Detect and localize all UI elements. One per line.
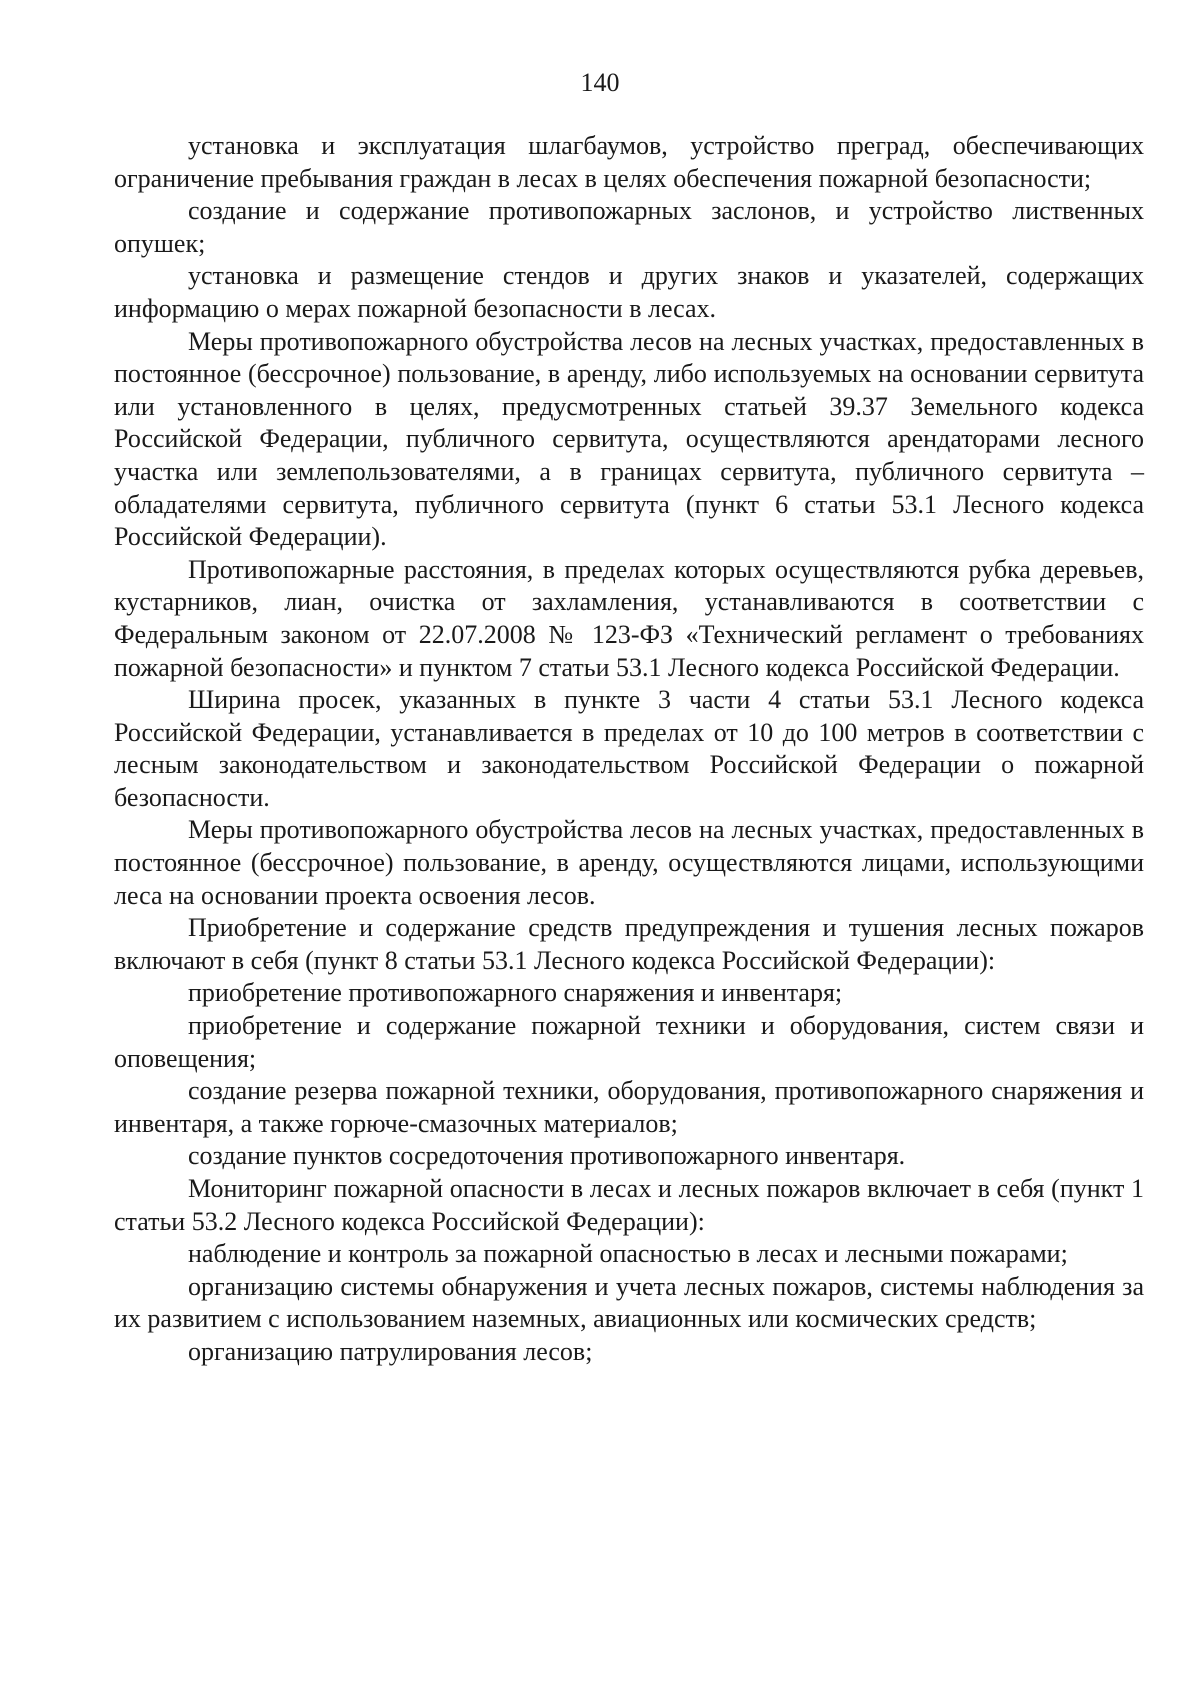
paragraph: Меры противопожарного обустройства лесов на лесных участках, предоставленных в постоянное (бессрочное) пользование, в аренду, осуществляются лицами, использующими леса на основании проекта освоения лесов. — [114, 815, 1144, 910]
paragraph: создание пунктов сосредоточения противопожарного инвентаря. — [188, 1141, 906, 1171]
body-text — [114, 130, 1144, 1369]
paragraph: организацию системы обнаружения и учета лесных пожаров, системы наблюдения за их развитием с использованием наземных, авиационных или космических средств; — [114, 1271, 1144, 1334]
paragraph: организацию патрулирования лесов; — [188, 1336, 593, 1366]
paragraph: создание резерва пожарной техники, оборудования, противопожарного снаряжения и инвентаря, а также горюче-смазочных материалов; — [114, 1076, 1144, 1138]
paragraph: Мониторинг пожарной опасности в лесах и лесных пожаров включает в себя (пункт 1 статьи 53.2 Лесного кодекса Российской Федерации): — [114, 1174, 1144, 1236]
paragraph: создание и содержание противопожарных заслонов, и устройство лиственных опушек; — [114, 196, 1144, 258]
paragraph: установка и размещение стендов и других знаков и указателей, содержащих информацию о мерах пожарной безопасности в лесах. — [114, 261, 1144, 323]
paragraph: установка и эксплуатация шлагбаумов, устройство преград, обеспечивающих ограничение пребывания граждан в лесах в целях обеспечения пожарной безопасности; — [114, 131, 1144, 193]
paragraph: приобретение противопожарного снаряжения и инвентаря; — [188, 978, 843, 1008]
page-number: 140 — [580, 68, 620, 97]
paragraph: Приобретение и содержание средств предупреждения и тушения лесных пожаров включают в себя (пункт 8 статьи 53.1 Лесного кодекса Российской Федерации): — [114, 913, 1144, 975]
paragraph: Противопожарные расстояния, в пределах которых осуществляются рубка деревьев, кустарников, лиан, очистка от захламления, устанавливаются в соответствии с Федеральным законом от 22.07.2008 № 123-ФЗ «Технический регламент о требованиях пожарной безопасности» и пунктом 7 статьи 53.1 Лесного кодекса Российской Федерации. — [114, 554, 1144, 682]
paragraph: Меры противопожарного обустройства лесов на лесных участках, предоставленных в постоянное (бессрочное) пользование, в аренду, либо используемых на основании сервитута или установленного в целях, предусмотренных статьей 39.37 Земельного кодекса Российской Федерации, публичного сервитута, осуществляются арендаторами лесного участка или землепользователями, а в границах сервитута, публичного сервитута – обладателями сервитута, публичного сервитута (пункт 6 статьи 53.1 Лесного кодекса Российской Федерации). — [114, 326, 1144, 552]
paragraph: приобретение и содержание пожарной техники и оборудования, систем связи и оповещения; — [114, 1011, 1144, 1073]
paragraph: Ширина просек, указанных в пункте 3 части 4 статьи 53.1 Лесного кодекса Российской Федерации, устанавливается в пределах от 10 до 100 метров в соответствии с лесным законодательством и законодательством Российской Федерации о пожарной безопасности. — [114, 685, 1144, 812]
paragraph: наблюдение и контроль за пожарной опасностью в лесах и лесными пожарами; — [188, 1239, 1068, 1269]
